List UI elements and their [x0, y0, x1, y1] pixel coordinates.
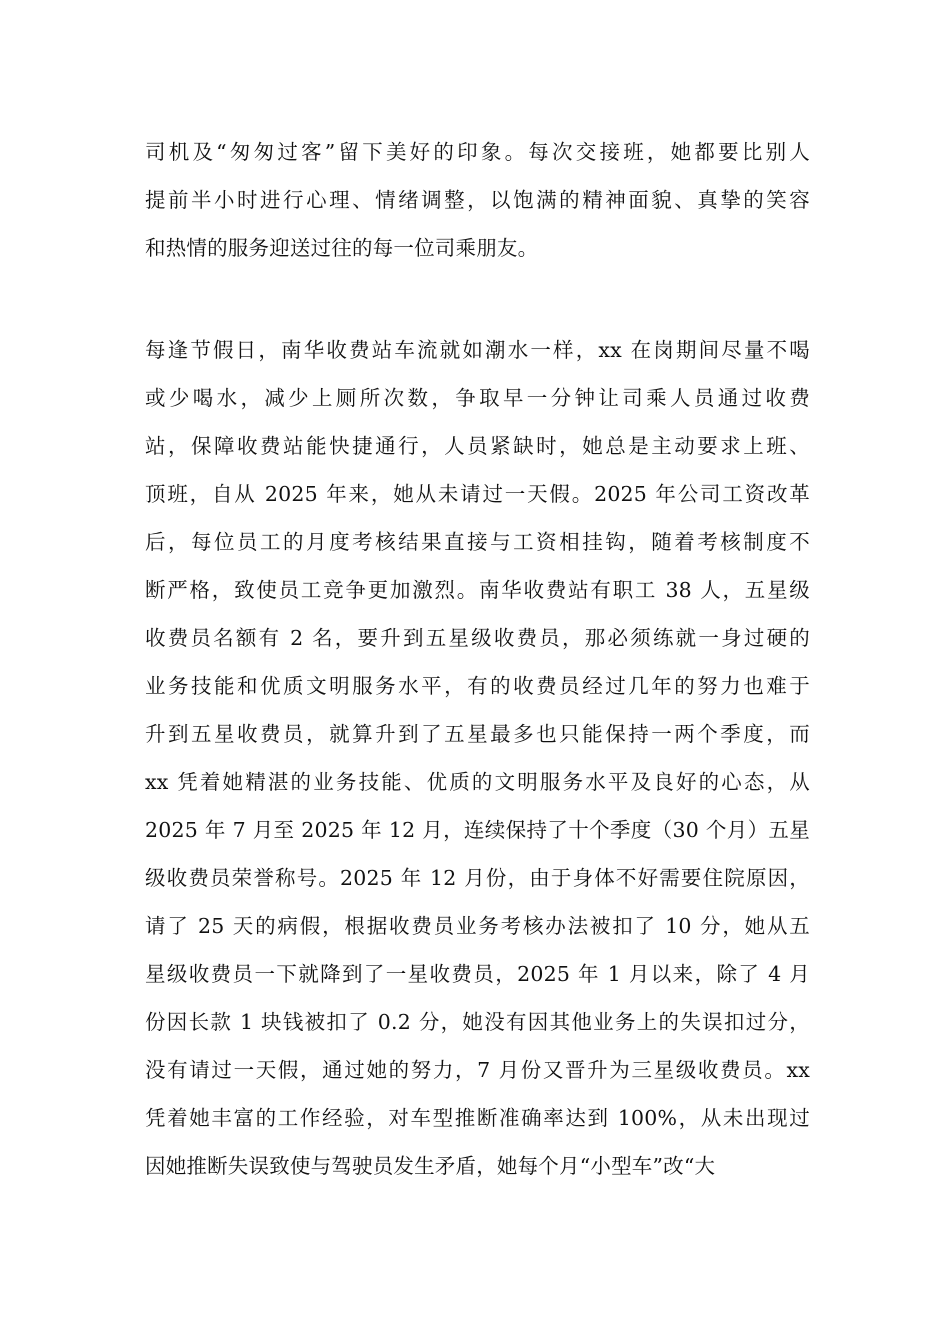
- text-line: 凭着她丰富的工作经验，对车型推断准确率达到 100%，从未出现过: [145, 1106, 810, 1130]
- text-line: 提前半小时进行心理、情绪调整，以饱满的精神面貌、真挚的笑容: [145, 188, 810, 212]
- paragraph-1: [145, 128, 810, 272]
- text-line: 或少喝水，减少上厕所次数，争取早一分钟让司乘人员通过收费: [145, 386, 810, 410]
- text-line: 每逢节假日，南华收费站车流就如潮水一样，xx 在岗期间尽量不喝: [145, 338, 810, 362]
- text-line: 业务技能和优质文明服务水平，有的收费员经过几年的努力也难于: [145, 674, 810, 698]
- text-line: 请了 25 天的病假，根据收费员业务考核办法被扣了 10 分，她从五: [145, 914, 810, 938]
- text-line: 因她推断失误致使与驾驶员发生矛盾，她每个月“小型车”改“大: [145, 1154, 716, 1178]
- paragraph-2: [145, 326, 810, 1190]
- text-line: 收费员名额有 2 名，要升到五星级收费员，那必须练就一身过硬的: [145, 626, 810, 650]
- text-line: 司机及“匆匆过客”留下美好的印象。每次交接班，她都要比别人: [145, 140, 810, 164]
- text-line: 没有请过一天假，通过她的努力，7 月份又晋升为三星级收费员。xx: [145, 1058, 810, 1082]
- text-line: xx 凭着她精湛的业务技能、优质的文明服务水平及良好的心态，从: [145, 770, 810, 794]
- text-line: 2025 年 7 月至 2025 年 12 月，连续保持了十个季度（30 个月）五星: [145, 818, 810, 842]
- text-line: 升到五星收费员，就算升到了五星最多也只能保持一两个季度，而: [145, 722, 810, 746]
- text-line: 断严格，致使员工竞争更加激烈。南华收费站有职工 38 人，五星级: [145, 578, 810, 602]
- text-line: 顶班，自从 2025 年来，她从未请过一天假。2025 年公司工资改革: [145, 482, 810, 506]
- text-line: 和热情的服务迎送过往的每一位司乘朋友。: [145, 236, 539, 260]
- text-line: 站，保障收费站能快捷通行，人员紧缺时，她总是主动要求上班、: [145, 434, 810, 458]
- text-line: 级收费员荣誉称号。2025 年 12 月份，由于身体不好需要住院原因，: [145, 866, 810, 890]
- text-line: 后，每位员工的月度考核结果直接与工资相挂钩，随着考核制度不: [145, 530, 810, 554]
- text-line: 份因长款 1 块钱被扣了 0.2 分，她没有因其他业务上的失误扣过分，: [145, 1010, 810, 1034]
- text-line: 星级收费员一下就降到了一星收费员，2025 年 1 月以来，除了 4 月: [145, 962, 810, 986]
